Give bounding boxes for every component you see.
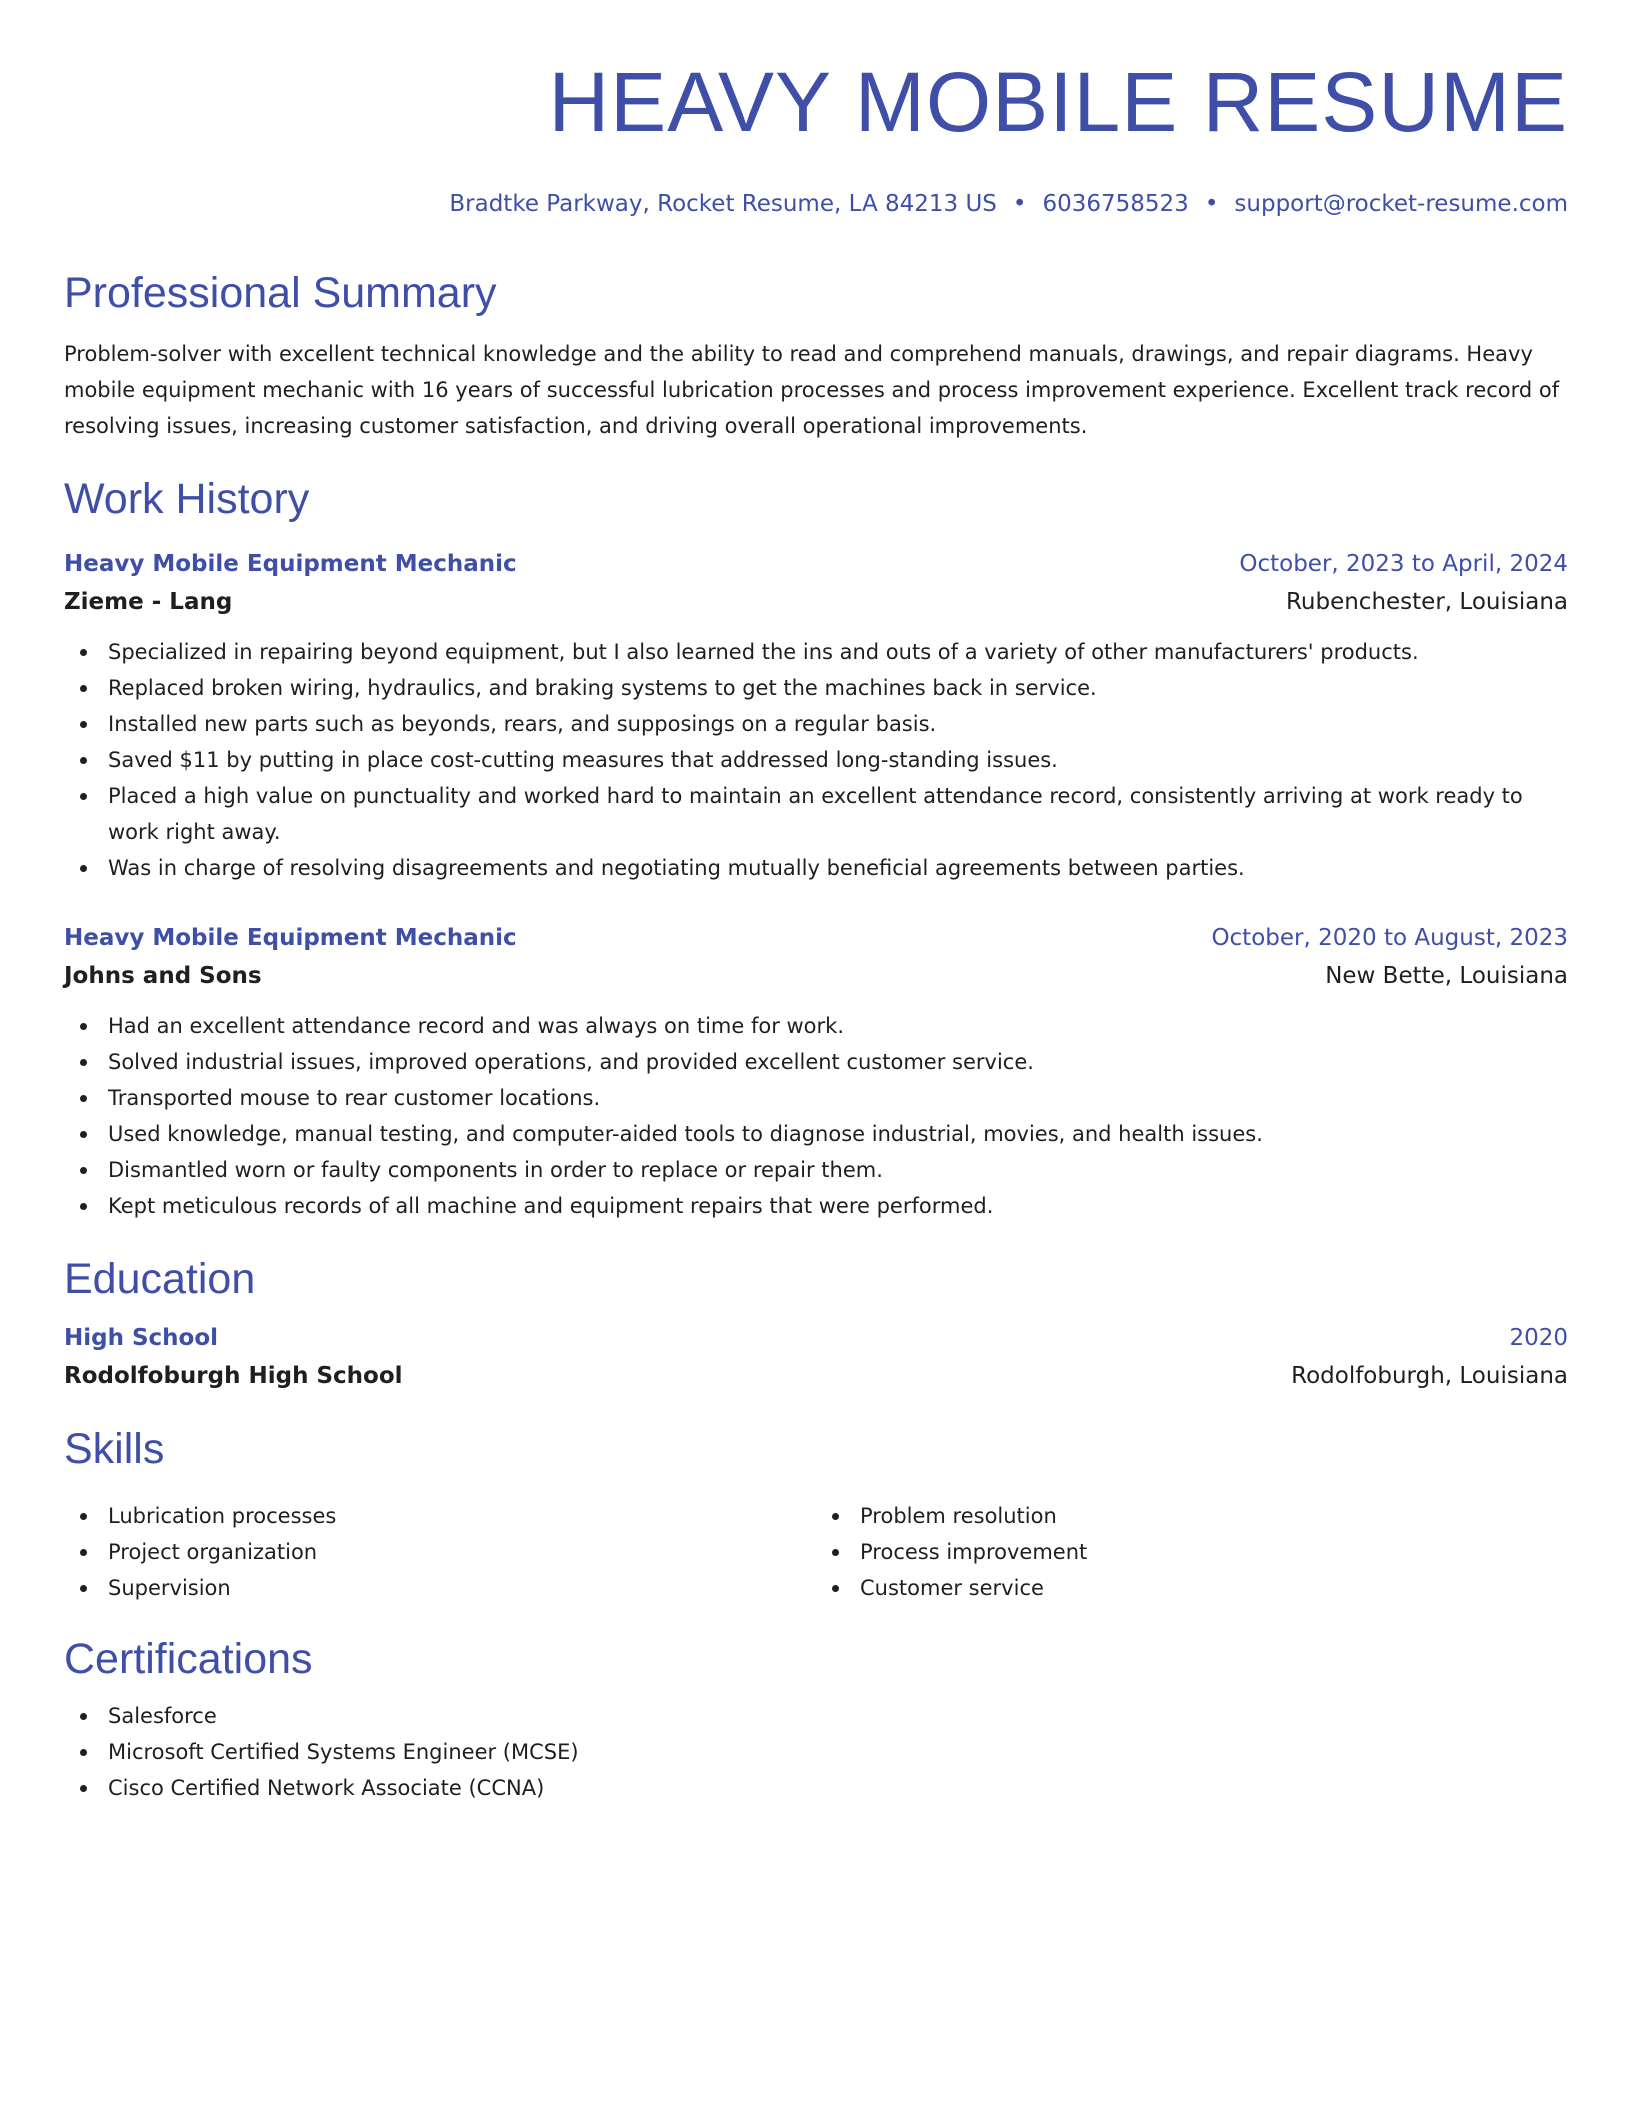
job-entry — [64, 920, 1568, 1224]
work-history-section — [64, 472, 1568, 1224]
education-school: Rodolfoburgh High School — [64, 1363, 403, 1389]
list-item: Lubrication processes — [64, 1498, 816, 1534]
job-dates: October, 2020 to August, 2023 — [1211, 925, 1568, 951]
education-location: Rodolfoburgh, Louisiana — [1291, 1363, 1568, 1389]
job-dates: October, 2023 to April, 2024 — [1239, 551, 1568, 577]
education-entry — [64, 1320, 1568, 1396]
list-item: Specialized in repairing beyond equipment, but I also learned the ins and outs of a variety of other manufacturers' products. — [64, 634, 1568, 670]
list-item: Placed a high value on punctuality and worked hard to maintain an excellent attendance record, consistently arriving at work ready to work right away. — [64, 778, 1568, 850]
certifications-section — [64, 1632, 1568, 1806]
skills-grid — [64, 1486, 1568, 1606]
list-item: Was in charge of resolving disagreements and negotiating mutually beneficial agreements between parties. — [64, 850, 1568, 886]
list-item: Problem resolution — [816, 1498, 1568, 1534]
list-item: Solved industrial issues, improved operations, and provided excellent customer service. — [64, 1044, 1568, 1080]
list-item: Installed new parts such as beyonds, rears, and supposings on a regular basis. — [64, 706, 1568, 742]
job-company: Johns and Sons — [64, 963, 262, 989]
certifications-list — [64, 1698, 1568, 1806]
contact-address: Bradtke Parkway, Rocket Resume, LA 84213 US — [449, 191, 997, 217]
skills-section — [64, 1422, 1568, 1606]
list-item: Saved $11 by putting in place cost-cutting measures that addressed long-standing issues. — [64, 742, 1568, 778]
resume-name: HEAVY MOBILE RESUME — [548, 55, 1568, 149]
summary-text: Problem-solver with excellent technical knowledge and the ability to read and comprehend manuals, drawings, and repair diagrams. Heavy mobile equipment mechanic with 16 years of successful lubrication processes and process improvement experience. Excellent track record of resolving issues, increasing customer satisfaction, and driving overall operational improvements. — [64, 342, 1560, 438]
contact-email[interactable]: support@rocket-resume.com — [1234, 191, 1568, 217]
list-item: Process improvement — [816, 1534, 1568, 1570]
contact-separator: • — [1012, 191, 1027, 217]
list-item: Project organization — [64, 1534, 816, 1570]
work-history-heading: Work History — [64, 475, 310, 523]
education-degree: High School — [64, 1325, 219, 1351]
job-company: Zieme - Lang — [64, 589, 233, 615]
list-item: Kept meticulous records of all machine and equipment repairs that were performed. — [64, 1188, 1568, 1224]
job-location: Rubenchester, Louisiana — [1285, 589, 1568, 615]
job-bullets — [64, 1008, 1568, 1224]
list-item: Dismantled worn or faulty components in order to replace or repair them. — [64, 1152, 1568, 1188]
certifications-heading: Certifications — [64, 1635, 313, 1683]
list-item: Replaced broken wiring, hydraulics, and braking systems to get the machines back in service. — [64, 670, 1568, 706]
summary-section — [64, 266, 1568, 444]
job-entry — [64, 546, 1568, 886]
job-bullets — [64, 634, 1568, 886]
education-section — [64, 1252, 1568, 1396]
skills-list-left — [64, 1498, 816, 1606]
list-item: Microsoft Certified Systems Engineer (MCSE) — [64, 1734, 1568, 1770]
list-item: Cisco Certified Network Associate (CCNA) — [64, 1770, 1568, 1806]
contact-separator: • — [1204, 191, 1219, 217]
job-location: New Bette, Louisiana — [1325, 963, 1568, 989]
job-title: Heavy Mobile Equipment Mechanic — [64, 925, 517, 951]
job-title: Heavy Mobile Equipment Mechanic — [64, 551, 517, 577]
education-heading: Education — [64, 1255, 256, 1303]
resume-header — [64, 0, 1568, 220]
list-item: Transported mouse to rear customer locations. — [64, 1080, 1568, 1116]
contact-phone: 6036758523 — [1042, 191, 1189, 217]
contact-line — [64, 188, 1568, 220]
list-item: Had an excellent attendance record and was always on time for work. — [64, 1008, 1568, 1044]
skills-heading: Skills — [64, 1425, 165, 1473]
list-item: Used knowledge, manual testing, and computer-aided tools to diagnose industrial, movies, and health issues. — [64, 1116, 1568, 1152]
list-item: Supervision — [64, 1570, 816, 1606]
skills-list-right — [816, 1498, 1568, 1606]
list-item: Customer service — [816, 1570, 1568, 1606]
summary-heading: Professional Summary — [64, 269, 497, 317]
list-item: Salesforce — [64, 1698, 1568, 1734]
education-year: 2020 — [1509, 1325, 1568, 1351]
